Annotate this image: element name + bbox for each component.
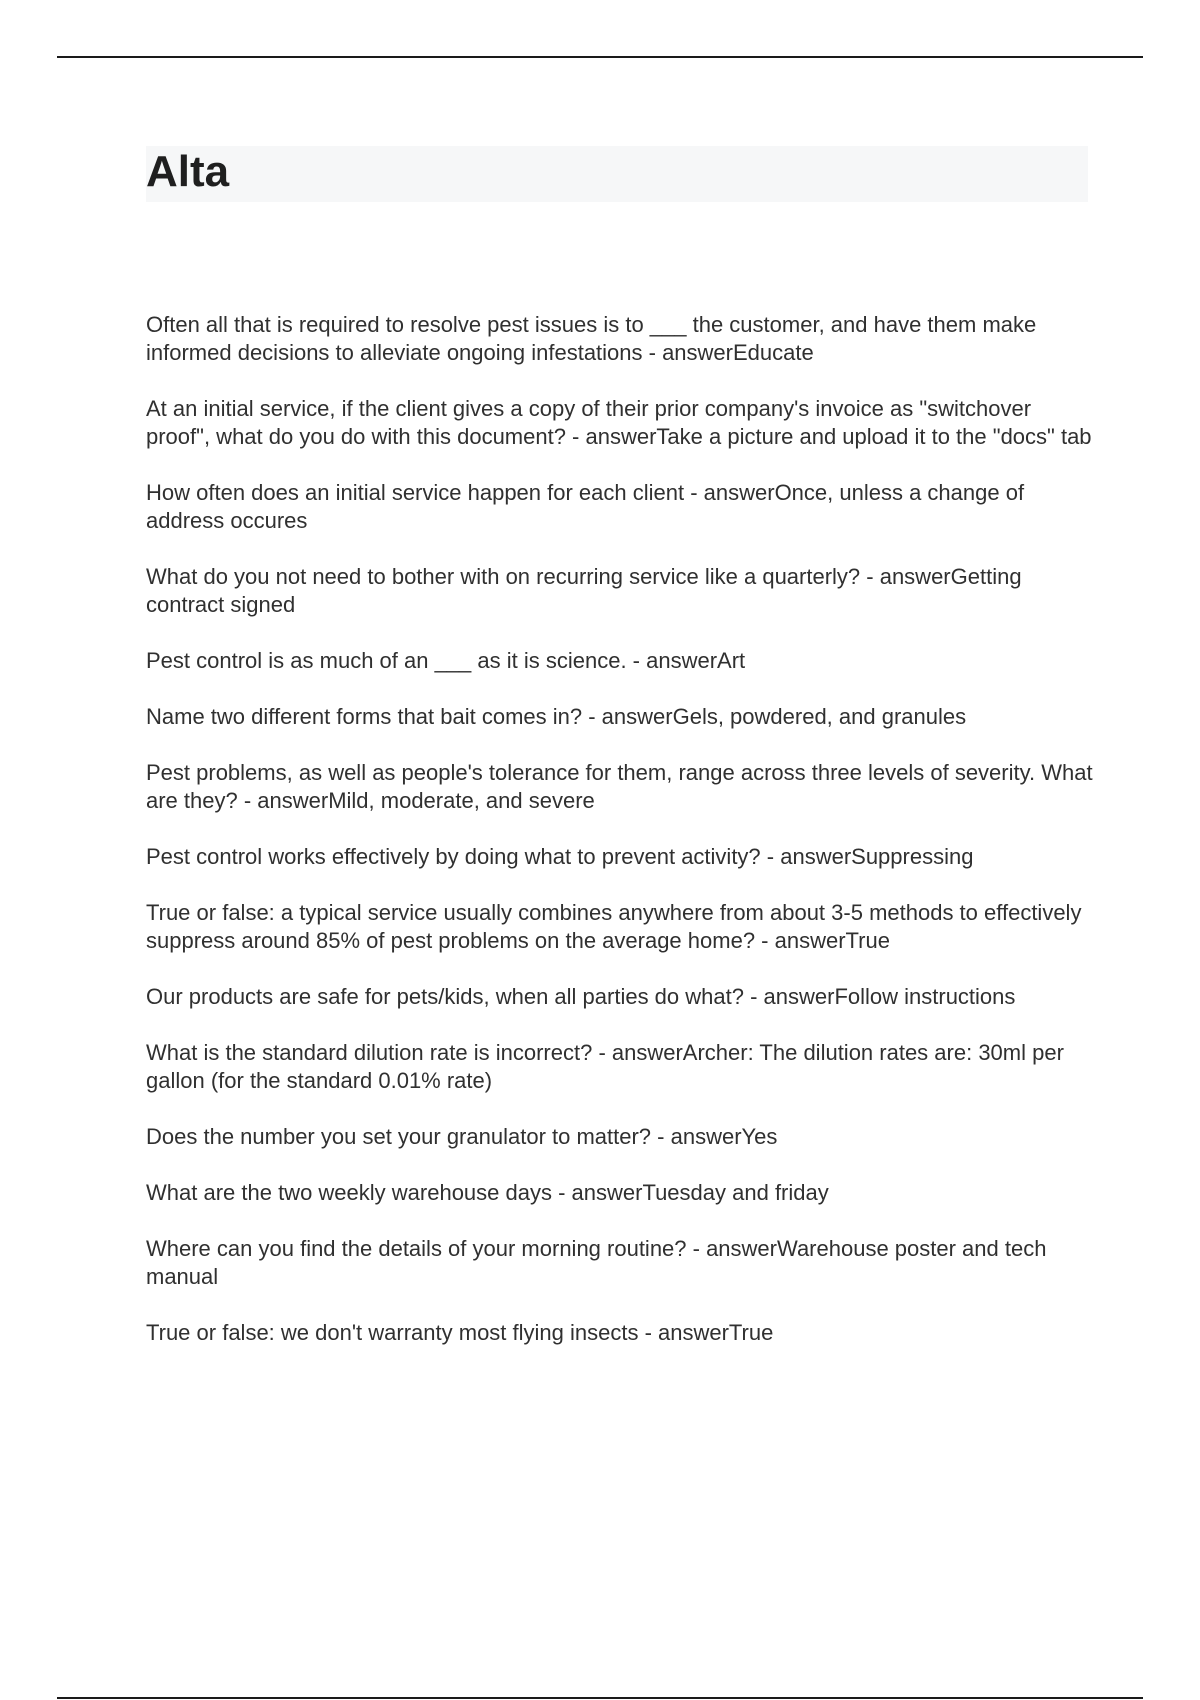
top-divider — [57, 56, 1143, 58]
qa-item: Pest control is as much of an ___ as it is science. - answerArt — [146, 648, 746, 673]
title-band — [146, 146, 1088, 202]
bottom-divider — [57, 1697, 1143, 1699]
qa-item: Often all that is required to resolve pest issues is to ___ the customer, and have them make informed decisions to alleviate ongoing infestations - answerEducate — [146, 312, 1037, 365]
qa-item: True or false: a typical service usually combines anywhere from about 3-5 methods to effectively suppress around 85% of pest problems on the average home? - answerTrue — [146, 900, 1082, 953]
qa-item: What is the standard dilution rate is incorrect? - answerArcher: The dilution rates are: 30ml per gallon (for the standard 0.01% rate) — [146, 1040, 1064, 1093]
qa-item: How often does an initial service happen for each client - answerOnce, unless a change of address occures — [146, 480, 1025, 533]
qa-list — [146, 311, 1096, 1375]
qa-item: Does the number you set your granulator to matter? - answerYes — [146, 1124, 778, 1149]
qa-item: Name two different forms that bait comes in? - answerGels, powdered, and granules — [146, 704, 967, 729]
qa-item: What are the two weekly warehouse days - answerTuesday and friday — [146, 1180, 829, 1205]
page-title: Alta — [146, 147, 230, 196]
qa-item: Our products are safe for pets/kids, when all parties do what? - answerFollow instructions — [146, 984, 1016, 1009]
qa-item: Where can you find the details of your morning routine? - answerWarehouse poster and tech manual — [146, 1236, 1047, 1289]
qa-item: Pest problems, as well as people's tolerance for them, range across three levels of severity. What are they? - answerMild, moderate, and severe — [146, 760, 1093, 813]
qa-item: What do you not need to bother with on recurring service like a quarterly? - answerGetting contract signed — [146, 564, 1022, 617]
qa-item: Pest control works effectively by doing what to prevent activity? - answerSuppressing — [146, 844, 974, 869]
qa-item: At an initial service, if the client gives a copy of their prior company's invoice as "switchover proof", what do you do with this document? - answerTake a picture and upload it to the "docs" tab — [146, 396, 1092, 449]
qa-item: True or false: we don't warranty most flying insects - answerTrue — [146, 1320, 774, 1345]
